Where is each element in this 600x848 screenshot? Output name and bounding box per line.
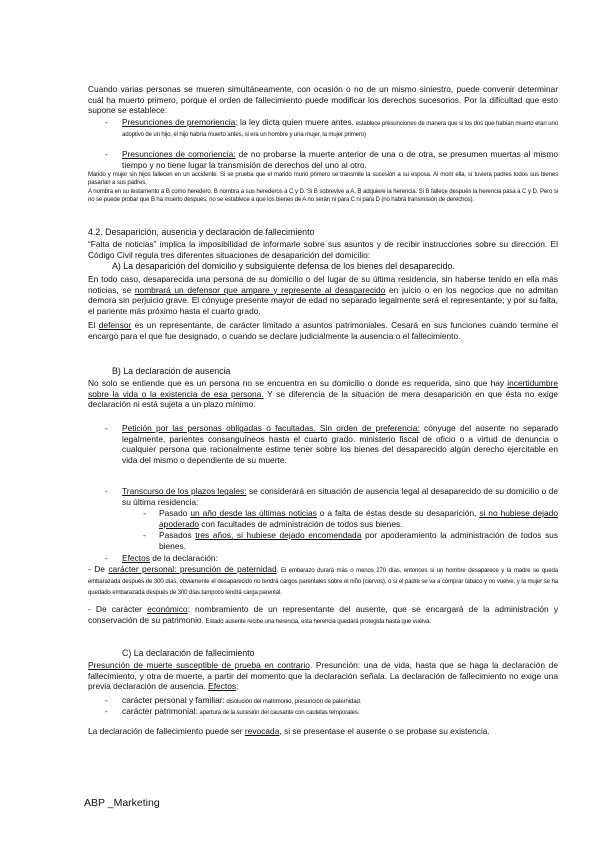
small-note: disolución del matrimonio, presunción de paternidad. [224,698,362,705]
premoriencia-label: Presunciones de premoriencia [122,117,236,127]
underlined-run: defensor [98,320,132,330]
underlined-run: un año desde las últimas noticias [190,508,317,518]
section-heading-4-2: 4.2. Desaparición, ausencia y declaración de fallecimiento [88,227,315,237]
premoriencia-item [122,117,558,139]
plazo-tres-anos [159,530,558,551]
small-note: apertura de la sucesión del causante con cautelas temporales. [197,709,360,716]
underlined-run: si no hubiese dejado apoderado [159,508,559,529]
text-run: - De carácter [88,604,148,614]
plazos-label: Transcurso de los plazos legales: [122,486,247,496]
text-run: o a falta de éstas desde su desaparición, [316,508,480,518]
bullet-dash: - [105,486,108,496]
fallecimiento-paragraph [88,660,558,692]
bullet-dash: - [105,695,108,705]
comoriencia-label: Presunciones de comoriencia: [122,149,236,159]
page-footer: ABP _Marketing [84,797,160,809]
bullet-dash: - [105,423,108,433]
text-run: - De [88,564,109,574]
efectos-item [122,553,558,564]
plazo-un-ano [159,508,558,529]
text-run: El [88,320,99,330]
bullet-dash: - [143,530,146,540]
bullet-dash: - [143,508,146,518]
intro-paragraph: Cuando varias personas se mueren simultáneamente, con ocasión o no de un mismo siniestro, puede convenir determinar cuál ha muerto primero, porque el orden de fallecimiento puede modificar los derechos sucesorios. Por la dificultad que esto supone se establece: [88,84,558,116]
text-run: con facultades de administración de todos sus bienes. [199,518,403,529]
underlined-run: Efectos [208,681,237,692]
underlined-run: carácter personal: presunción de paternidad [108,564,277,574]
text-run: Y se diferencia de la situación de mera desaparición en que ésta no exige declaración ni está sujeta a un plazo mínimo. [88,388,559,410]
text-run: La declaración de fallecimiento puede ser [88,726,245,736]
bullet-dash: - [105,706,108,716]
premoriencia-text: : la ley dicta quien muere antes. [235,117,355,127]
revocacion-paragraph [88,726,558,737]
defensor-paragraph [88,274,558,316]
text-run: carácter personal y familiar: [122,695,225,705]
ausencia-paragraph [88,378,558,410]
bullet-dash: - [105,117,108,127]
underlined-run: nombrará un defensor que ampare y represente al desaparecido [134,284,386,295]
underlined-run: incertidumbre sobre la vida o la existencia de esa persona. [88,378,558,399]
example-note-1: Marido y mujer sin hijos fallecen en un accidente. Si se prueba que el marido murió primero se transmite la sucesión a su esposa. Al morir ella, sí tuviera padres todos sus bienes pasarían a sus padres. [88,171,558,186]
defensor-role-paragraph [88,320,558,341]
efecto-personal [88,564,558,596]
example-note-2: A nombra en su testamento a B como heredero. B nombra a sus herederos a C y D. Si B sobrevive a A, B adquiere la herencia. Si B fallece después la herencia pasa a C y D. Pero si no se puede probar que B ha muerto después, no se establece a que los bienes de A no serán ni para C ni para D (no habrá transmisión de derechos). [88,188,558,203]
comoriencia-item [122,149,558,170]
text-run: En todo caso, desaparecida una persona de su domicilio o del lugar de su última residencia, sin haberse tenido en ella más noticias, se [88,274,558,295]
text-run: es un representante, de carácter limitado a asuntos patrimoniales. Cesará en sus funciones cuando termine el encargo para el que fue designado, o cuando se declare judicialmente la ausencia o el fallecimiento. [88,320,558,341]
peticion-item [122,423,558,465]
efectos-label: Efectos [122,553,150,563]
text-run: por apoderamiento la administración de todos sus bienes. [159,530,559,551]
efecto-familiar [122,695,558,706]
subheading-a: A) La desaparición del domicilio y subsiguiente defensa de los bienes del desaparecido. [112,261,455,271]
underlined-run: tres años, si hubiese dejado encomendada [195,530,362,540]
efectos-text: de la declaración: [149,553,218,563]
text-run: Pasados [159,530,196,540]
text-run: en juicio o en los negocios que no admitan demora sin perjuicio grave. El cónyuge presente mayor de edad no separado legalmente será el representante; y por su falta, el pariente más próximo hasta el cuarto grado. [88,284,558,316]
efecto-patrimonial [122,706,558,717]
plazos-text: se considerará en situación de ausencia legal al desaparecido de su domicilio o de su última residencia: [122,486,558,507]
efecto-economico [88,604,558,625]
section-intro-paragraph: “Falta de noticias” implica la imposibilidad de informarle sobre sus asuntos y de recibir instrucciones sobre su dirección. El Código Civil regula tres diferentes situaciones de desaparición del domicilio: [88,239,558,260]
small-note: Estado ausente recibe una herencia, esta herencia quedará protegida hasta que vuelva. [203,617,431,625]
bullet-dash: - [105,553,108,563]
subheading-c: C) La declaración de fallecimiento [122,648,255,658]
bullet-dash: - [105,149,108,159]
small-note: . El embarazo durará más o menos 270 días, entonces si un hombre desaparece y la madre se queda embarazada después de 300 días, obviamente el desaparecido no tendrá cargos parentales sobre el niño (ciervos), o si el padre se va a comprar tabaco y no vuelve, y la mujer se ha quedado embarazada después de 300 días tampoco tendrá carga parental. [88,567,558,596]
premoriencia-note: establece presunciones de manera que si los dos que habían muerto eran uno adoptivo de un hijo, el hijo habría muerto antes, si era un hombre y una mujer, la mujer primero) [122,120,559,138]
text-run: : nombramiento de un representante del ausente, que se encargará de la administración y conservación de su patrimonio. [88,604,559,625]
text-run: : [236,681,239,692]
text-run: carácter patrimonial: [122,706,198,716]
underlined-run: Presunción de muerte susceptible de prueba en contrario [88,660,310,670]
text-run: No solo se entiende que es un persona no se encuentra en su domicilio o donde es requerida, sino que hay [88,378,508,388]
subheading-b: B) La declaración de ausencia [112,366,231,376]
underlined-run: económico [147,604,188,614]
text-run: , si se presentase el ausente o se probase su existencia. [279,726,490,736]
underlined-run: revocada [244,726,280,736]
text-run: Pasado [159,508,191,518]
text-run: . Presunción: una de vida, hasta que se haga la declaración de fallecimiento, y otra de muerte, a partir del momento que la declaración señala. La declaración de fallecimiento no exige una previa declaración de ausencia. [88,660,558,692]
plazos-item [122,486,558,507]
peticion-label: Petición por las personas obligadas o facultadas. Sin orden de preferencia: [122,423,420,433]
comoriencia-text: de no probarse la muerte anterior de una o de otra, se presumen muertas al mismo tiempo y no tiene lugar la transmisión de derechos del uno al otro. [122,149,558,170]
peticion-text: cónyuge del ausente no separado legalmente, parientes consanguíneos hasta el cuarto grado. ministerio fiscal de oficio o a virtud de denuncia o cualquier persona que racionalmente estime tener sobre los bienes del desaparecido algún derecho ejercitable en vida del mismo o dependiente de su muerte. [122,423,558,465]
